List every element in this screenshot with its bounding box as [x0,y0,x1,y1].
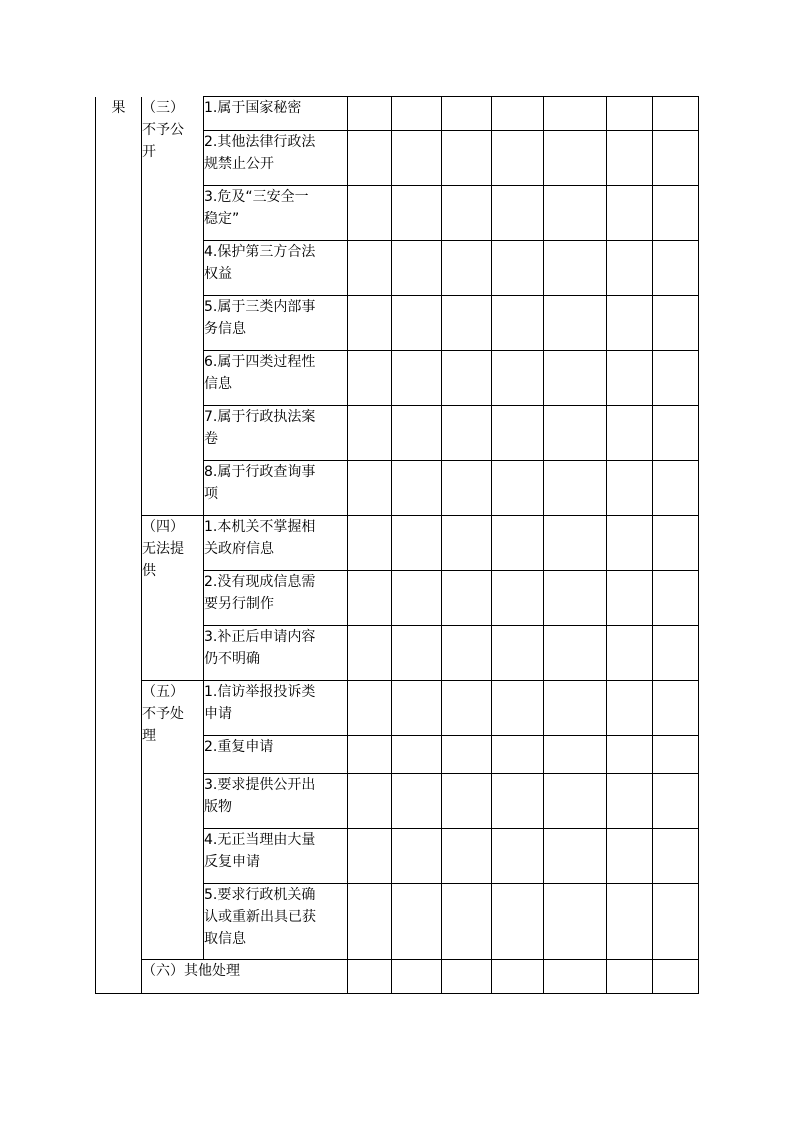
value-cell [348,571,392,626]
value-cell [607,296,653,351]
item-label-line: 3.危及“三安全一 [204,189,309,205]
item-label-line: 3.要求提供公开出 [204,777,316,793]
value-cell [653,681,699,736]
value-cell [348,241,392,296]
value-cell [442,296,492,351]
item-label-line: 反复申请 [204,854,260,870]
disclosure-results-table [95,96,699,994]
value-cell [492,960,544,994]
value-cell [653,516,699,571]
item-label-line: 关政府信息 [204,541,274,557]
group-label-cell [142,97,204,516]
value-cell [348,960,392,994]
value-cell [653,461,699,516]
value-cell [442,131,492,186]
value-cell [348,351,392,406]
value-cell [492,351,544,406]
item-label-cell [204,571,348,626]
value-cell [653,884,699,960]
value-cell [442,829,492,884]
value-cell [348,406,392,461]
value-cell [442,516,492,571]
value-cell [492,461,544,516]
value-cell [442,626,492,681]
value-cell [392,186,442,241]
value-cell [392,241,442,296]
value-cell [442,406,492,461]
item-label-line: 取信息 [204,931,246,947]
value-cell [544,97,607,131]
group-label-line: 理 [142,728,156,744]
value-cell [442,884,492,960]
value-cell [492,571,544,626]
value-cell [348,97,392,131]
item-label-line: 4.保护第三方合法 [204,244,316,260]
other-processing-cell [142,960,348,994]
item-label-cell [204,241,348,296]
value-cell [492,829,544,884]
value-cell [544,516,607,571]
item-label-line: 务信息 [204,321,246,337]
value-cell [544,681,607,736]
value-cell [492,681,544,736]
item-label-line: 2.其他法律行政法 [204,134,316,150]
group-label-cell [142,681,204,960]
item-label-line: 权益 [204,266,232,282]
value-cell [392,626,442,681]
value-cell [348,736,392,774]
value-cell [653,736,699,774]
group-label-line: （五） [142,684,184,700]
value-cell [348,461,392,516]
item-label-line: 2.没有现成信息需 [204,574,316,590]
value-cell [653,774,699,829]
value-cell [442,461,492,516]
value-cell [492,774,544,829]
value-cell [392,571,442,626]
group-label-line: （四） [142,519,184,535]
item-label-line: 信息 [204,376,232,392]
value-cell [392,351,442,406]
value-cell [348,516,392,571]
item-label-cell [204,681,348,736]
value-cell [653,351,699,406]
item-label-line: 1.本机关不掌握相 [204,519,316,535]
value-cell [607,736,653,774]
value-cell [653,960,699,994]
item-label-line: 6.属于四类过程性 [204,354,316,370]
value-cell [544,884,607,960]
value-cell [348,774,392,829]
value-cell [653,97,699,131]
value-cell [653,406,699,461]
value-cell [653,241,699,296]
item-label-cell [204,884,348,960]
item-label-line: 版物 [204,799,232,815]
value-cell [492,406,544,461]
value-cell [607,829,653,884]
value-cell [607,406,653,461]
value-cell [492,131,544,186]
item-label-line: 7.属于行政执法案 [204,409,316,425]
value-cell [653,571,699,626]
item-label-cell [204,736,348,774]
value-cell [544,829,607,884]
group-label-line: 不予公 [142,121,184,138]
value-cell [544,296,607,351]
value-cell [607,681,653,736]
item-label-cell [204,774,348,829]
value-cell [392,296,442,351]
item-label-line: 5.要求行政机关确 [204,887,316,903]
item-label-line: 要另行制作 [204,596,274,612]
value-cell [442,960,492,994]
table-row [96,516,699,571]
item-label-line: 5.属于三类内部事 [204,299,316,315]
group-label-line: 无法提 [142,541,184,557]
value-cell [348,626,392,681]
value-cell [607,626,653,681]
value-cell [544,736,607,774]
item-label-line: 规禁止公开 [204,156,274,172]
value-cell [544,131,607,186]
value-cell [392,960,442,994]
value-cell [392,681,442,736]
value-cell [607,131,653,186]
item-label-line: 稳定” [204,211,240,227]
table-row [96,97,699,131]
value-cell [607,516,653,571]
item-label-line: 项 [204,486,218,502]
value-cell [348,829,392,884]
value-cell [442,681,492,736]
value-cell [544,626,607,681]
value-cell [492,626,544,681]
value-cell [392,884,442,960]
value-cell [442,186,492,241]
value-cell [348,186,392,241]
value-cell [442,351,492,406]
item-label-cell [204,626,348,681]
value-cell [544,241,607,296]
item-label-cell [204,461,348,516]
value-cell [392,131,442,186]
value-cell [442,774,492,829]
table-row [96,960,699,994]
category-cell [96,97,142,994]
value-cell [442,241,492,296]
value-cell [392,461,442,516]
value-cell [653,829,699,884]
value-cell [492,97,544,131]
value-cell [544,461,607,516]
group-label-line: 供 [142,563,156,579]
group-label-line: 开 [142,143,156,160]
category-char: 果 [111,99,126,116]
value-cell [607,461,653,516]
value-cell [607,774,653,829]
value-cell [492,296,544,351]
item-label-line: 3.补正后申请内容 [204,629,316,645]
item-label-line: 仍不明确 [204,651,260,667]
item-label-line: 8.属于行政查询事 [204,464,316,480]
value-cell [492,186,544,241]
value-cell [392,774,442,829]
value-cell [392,516,442,571]
value-cell [653,626,699,681]
item-label-cell [204,296,348,351]
item-label-cell [204,97,348,131]
value-cell [607,186,653,241]
value-cell [607,884,653,960]
value-cell [607,571,653,626]
item-label-line: 2.重复申请 [204,739,274,755]
value-cell [544,571,607,626]
item-label-line: 1.信访举报投诉类 [204,684,316,700]
value-cell [544,186,607,241]
value-cell [492,736,544,774]
item-label-cell [204,516,348,571]
value-cell [607,97,653,131]
item-label-cell [204,406,348,461]
value-cell [544,774,607,829]
value-cell [392,829,442,884]
item-label-line: 4.无正当理由大量 [204,832,316,848]
item-label-cell [204,186,348,241]
item-label-cell [204,131,348,186]
value-cell [544,406,607,461]
value-cell [544,960,607,994]
value-cell [348,296,392,351]
value-cell [348,884,392,960]
value-cell [607,351,653,406]
other-processing-label: （六）其他处理 [142,963,240,979]
group-label-line: 不予处 [142,706,184,722]
value-cell [653,131,699,186]
item-label-line: 1.属于国家秘密 [204,100,302,116]
value-cell [392,97,442,131]
group-label-cell [142,516,204,681]
table-row [96,681,699,736]
value-cell [607,241,653,296]
value-cell [348,131,392,186]
value-cell [442,97,492,131]
value-cell [442,736,492,774]
item-label-cell [204,829,348,884]
item-label-line: 卷 [204,431,218,447]
value-cell [442,571,492,626]
value-cell [607,960,653,994]
value-cell [492,241,544,296]
value-cell [492,516,544,571]
group-label-line: （三） [142,99,184,116]
item-label-line: 认或重新出具已获 [204,909,316,925]
item-label-line: 申请 [204,706,232,722]
value-cell [348,681,392,736]
value-cell [492,884,544,960]
value-cell [544,351,607,406]
item-label-cell [204,351,348,406]
value-cell [653,186,699,241]
value-cell [392,736,442,774]
value-cell [392,406,442,461]
value-cell [653,296,699,351]
